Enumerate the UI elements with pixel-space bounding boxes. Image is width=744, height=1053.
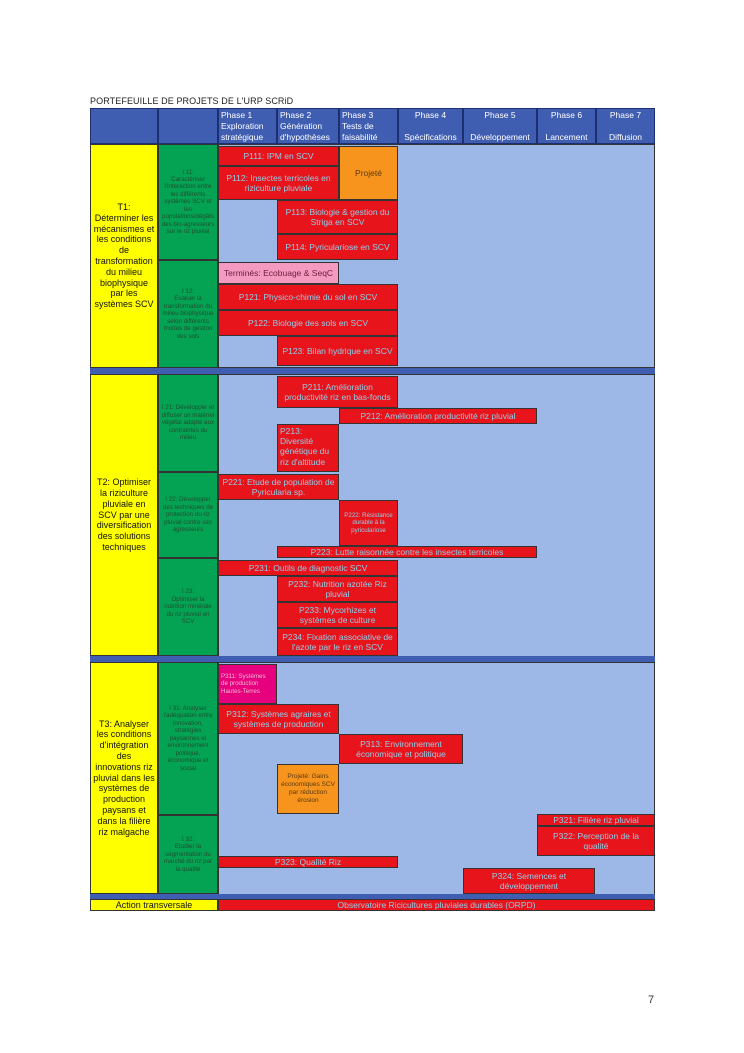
project-p231: P231: Outils de diagnostic SCV bbox=[218, 560, 398, 576]
project-p312: P312: Systèmes agraires et systèmes de production bbox=[218, 704, 339, 734]
project-box-23: Projeté: Gains économiques SCV par réduction érosion bbox=[277, 764, 339, 814]
project-p111: P111: IPM en SCV bbox=[218, 146, 339, 166]
project-p212: P212: Amélioration productivité riz pluvial bbox=[339, 408, 537, 424]
header-phase-3: Phase 3 Tests de faisabilité bbox=[339, 108, 398, 144]
header-phase-2: Phase 2 Génération d'hypothèses bbox=[277, 108, 339, 144]
project-p211: P211: Amélioration productivité riz en bas-fonds bbox=[277, 376, 398, 408]
project-p123: P123: Bilan hydrique en SCV bbox=[277, 336, 398, 366]
axis-1: I 11: Caractériser l'interaction entre les différents systèmes SCV et les populations/dégâts des bio-agresseurs sur le riz pluvial bbox=[158, 144, 218, 260]
project-p122: P122: Biologie des sols en SCV bbox=[218, 310, 398, 336]
project-p313: P313: Environnement économique et politique bbox=[339, 734, 463, 764]
axis-3: I 21: Développer et diffuser un matériel végétal adapté aux contraintes du milieu bbox=[158, 374, 218, 472]
project-p112: P112: Insectes terricoles en riziculture pluviale bbox=[218, 166, 339, 200]
axis-4: I 22: Développer des techniques de protection du riz pluvial contre ses agresseurs bbox=[158, 472, 218, 558]
header-phase-5: Phase 5 Développement bbox=[463, 108, 537, 144]
header-phase-6: Phase 6 Lancement bbox=[537, 108, 596, 144]
project-p221: P221: Etude de population de Pyricularia sp. bbox=[218, 474, 339, 500]
project-p113: P113: Biologie & gestion du Striga en SCV bbox=[277, 200, 398, 234]
project-p322: P322: Perception de la qualité bbox=[537, 826, 655, 856]
project-box-2: Projeté bbox=[339, 146, 398, 200]
project-p114: P114: Pyriculariose en SCV bbox=[277, 234, 398, 260]
project-p323: P323: Qualité Riz bbox=[218, 856, 398, 868]
transversal-project-orpd: Observatoire Ricicultures pluviales durables (ORPD) bbox=[218, 899, 655, 911]
axis-5: I 23: Optimiser la nutrition minérale du riz pluvial en SCV bbox=[158, 558, 218, 656]
page-number: 7 bbox=[648, 994, 655, 1006]
project-p233: P233: Mycorhizes et systèmes de culture bbox=[277, 602, 398, 628]
project-p324: P324: Semences et développement bbox=[463, 868, 595, 894]
theme-1: T1: Déterminer les mécanismes et les conditions de transformation du milieu biophysique par les systèmes SCV bbox=[90, 144, 158, 368]
project-p321: P321: Filière riz pluvial bbox=[537, 814, 655, 826]
project-p213: P213: Diversité génétique du riz d'altitude bbox=[277, 424, 339, 472]
document-title: PORTEFEUILLE DE PROJETS DE L'URP SCRiD bbox=[90, 96, 294, 106]
header-phase-4: Phase 4 Spécifications bbox=[398, 108, 463, 144]
axis-7: I 32: Etudier la segmentation du marché du riz par la qualité bbox=[158, 815, 218, 894]
header-axis-cell bbox=[158, 108, 218, 144]
project-p223: P223: Lutte raisonnée contre les insectes terricoles bbox=[277, 546, 537, 558]
transversal-label: Action transversale bbox=[90, 899, 218, 911]
axis-6: I 31: Analyser l'adéquation entre innovation, stratégies paysannes et environnement politique, économique et social bbox=[158, 662, 218, 815]
project-p121: P121: Physico-chimie du sol en SCV bbox=[218, 284, 398, 310]
project-box-6: Terminés: Ecobuage & SeqC bbox=[218, 262, 339, 284]
axis-2: I 12: Evaluer la transformation du milieu biophysique selon différents modes de gestion des sols bbox=[158, 260, 218, 368]
project-p232: P232: Nutrition azotée Riz pluvial bbox=[277, 576, 398, 602]
theme-3: T3: Analyser les conditions d'intégration des innovations riz pluvial dans les systèmes de production paysans et dans la filière riz malgache bbox=[90, 662, 158, 894]
project-p222: P222: Résistance durable à la pyriculariose bbox=[339, 500, 398, 546]
project-p311: P311: Systèmes de production Hautes-Terres bbox=[218, 664, 277, 704]
project-p234: P234: Fixation associative de l'azote par le riz en SCV bbox=[277, 628, 398, 656]
header-phase-1: Phase 1 Exploration stratégique bbox=[218, 108, 277, 144]
header-phase-7: Phase 7 Diffusion bbox=[596, 108, 655, 144]
header-theme-cell bbox=[90, 108, 158, 144]
theme-2: T2: Optimiser la riziculture pluviale en SCV par une diversification des solutions techniques bbox=[90, 374, 158, 656]
